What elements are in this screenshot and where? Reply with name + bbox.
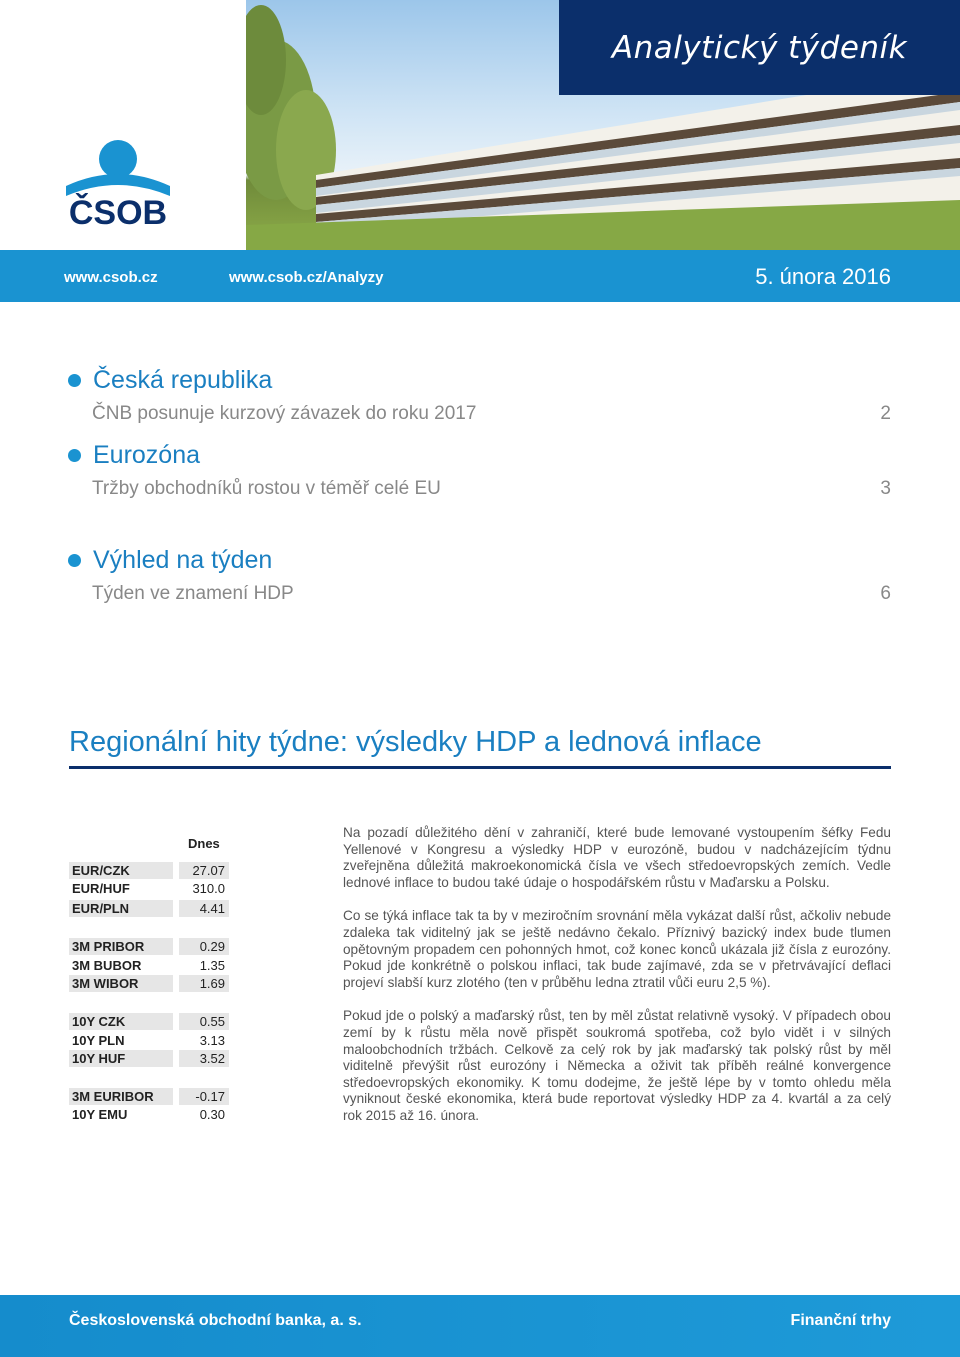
rate-row	[69, 957, 229, 974]
article-paragraph: Pokud jde o polský a maďarský růst, ten by měl zůstat relativně vysoký. V případech obou zemí by k růstu měla nově přispět soukromá spotřeba, což bylo vidět i v silných maloobchodních tržbách. Celkově za celý rok by jak maďarský tak polský růst by měl viditelně převýšit růst eurozóny i Německa a oživit tak příběh reálné konvergence středoevropských ekonomiky. K tomu dodejme, že ještě lépe by v tomto ohledu měla vyniknout české ekonomika, která bude reportovat výsledky HDP za 4. kvartál a za celý rok 2015 až 16. února.	[343, 1008, 891, 1123]
article-paragraph: Na pozadí důležitého dění v zahraničí, které bude lemované vystoupením šéfky Fedu Yellenové v Kongresu a výsledky HDP v eurozóně, budou v nadcházejícím týdnu zveřejněna důležitá makroekonomická čísla ve všech středoevropských zemích. Vedle lednové inflace to budou také údaje o hospodářském růstu v Maďarsku a Polsku.	[343, 825, 891, 890]
rate-label: EUR/PLN	[72, 901, 130, 916]
rate-value: 3.52	[199, 1051, 225, 1066]
toc-heading-outlook[interactable]	[68, 546, 272, 575]
rate-value: 310.0	[192, 881, 225, 896]
website-link[interactable]: www.csob.cz	[64, 269, 158, 286]
bank-name: Československá obchodní banka, a. s.	[69, 1312, 362, 1329]
article-body	[343, 825, 891, 1142]
toc-heading-eurozone[interactable]	[68, 441, 200, 470]
logo-area	[0, 0, 246, 250]
rate-row	[69, 1050, 229, 1067]
rate-value: 1.69	[199, 976, 225, 991]
rate-row	[69, 975, 229, 992]
rate-row	[69, 900, 229, 917]
section-divider	[69, 766, 891, 769]
rate-label: 3M PRIBOR	[72, 939, 145, 954]
rate-row	[69, 880, 229, 897]
rate-value: 4.41	[199, 901, 225, 916]
title-box	[559, 0, 960, 95]
rate-label: 3M EURIBOR	[72, 1089, 154, 1104]
rate-value: 3.13	[199, 1033, 225, 1048]
rate-value: -0.17	[195, 1089, 225, 1104]
toc-heading-label: Eurozóna	[93, 441, 201, 469]
rate-value: 1.35	[199, 958, 225, 973]
toc-heading-czech[interactable]	[68, 366, 272, 395]
rate-label: 10Y HUF	[72, 1051, 126, 1066]
rates-column-header: Dnes	[188, 836, 220, 851]
rate-value: 0.55	[199, 1014, 225, 1029]
footer-bar	[0, 1295, 960, 1357]
rate-row	[69, 1088, 229, 1105]
rate-label: 10Y CZK	[72, 1014, 126, 1029]
analyses-link[interactable]: www.csob.cz/Analyzy	[229, 269, 384, 286]
rate-value: 27.07	[192, 863, 225, 878]
article-paragraph: Co se týká inflace tak ta by v meziročním srovnání měla vykázat další růst, ačkoliv nebude zdaleka tak viditelný jak se ještě nedávno čekalo. Příznivý bazický index bude tlumen opětovným propadem cen pohonných hmot, což konec konců ukázala již čísla z eurozóny. Pokud jde konkrétně o polskou inflaci, tak bude zajímavé, zda se v přetrvávající deflaci projeví slabší kurz zlotého (ten v průběhu ledna ztratil vůči euru 2,5 %).	[343, 908, 891, 990]
toc-subtitle: Tržby obchodníků rostou v téměř celé EU	[92, 478, 441, 499]
rate-row	[69, 862, 229, 879]
toc-heading-label: Výhled na týden	[93, 546, 273, 574]
toc-page-number: 6	[880, 583, 891, 604]
rate-row	[69, 1032, 229, 1049]
rate-label: 3M WIBOR	[72, 976, 139, 991]
csob-logo	[0, 0, 246, 250]
bullet-icon	[68, 374, 81, 387]
logo-text: ČSOB	[68, 194, 168, 232]
rate-row	[69, 1013, 229, 1030]
department-name: Finanční trhy	[790, 1312, 891, 1329]
rate-label: 10Y PLN	[72, 1033, 125, 1048]
issue-date: 5. února 2016	[755, 264, 891, 289]
toc-page-number: 2	[880, 403, 891, 424]
section-title: Regionální hity týdne: výsledky HDP a lednová inflace	[69, 726, 762, 758]
rate-row	[69, 1106, 229, 1123]
header-bar	[0, 250, 960, 302]
toc-subtitle: Týden ve znamení HDP	[92, 583, 294, 604]
rate-value: 0.30	[199, 1107, 225, 1122]
publication-title: Analytický týdeník	[611, 29, 908, 66]
rate-value: 0.29	[199, 939, 225, 954]
rate-label: EUR/HUF	[72, 881, 130, 896]
rate-label: 3M BUBOR	[72, 958, 142, 973]
rate-label: EUR/CZK	[72, 863, 130, 878]
toc-heading-label: Česká republika	[93, 366, 273, 394]
rate-label: 10Y EMU	[72, 1107, 128, 1122]
bullet-icon	[68, 554, 81, 567]
toc-subtitle: ČNB posunuje kurzový závazek do roku 2017	[92, 403, 477, 424]
toc-page-number: 3	[880, 478, 891, 499]
rate-row	[69, 938, 229, 955]
bullet-icon	[68, 449, 81, 462]
